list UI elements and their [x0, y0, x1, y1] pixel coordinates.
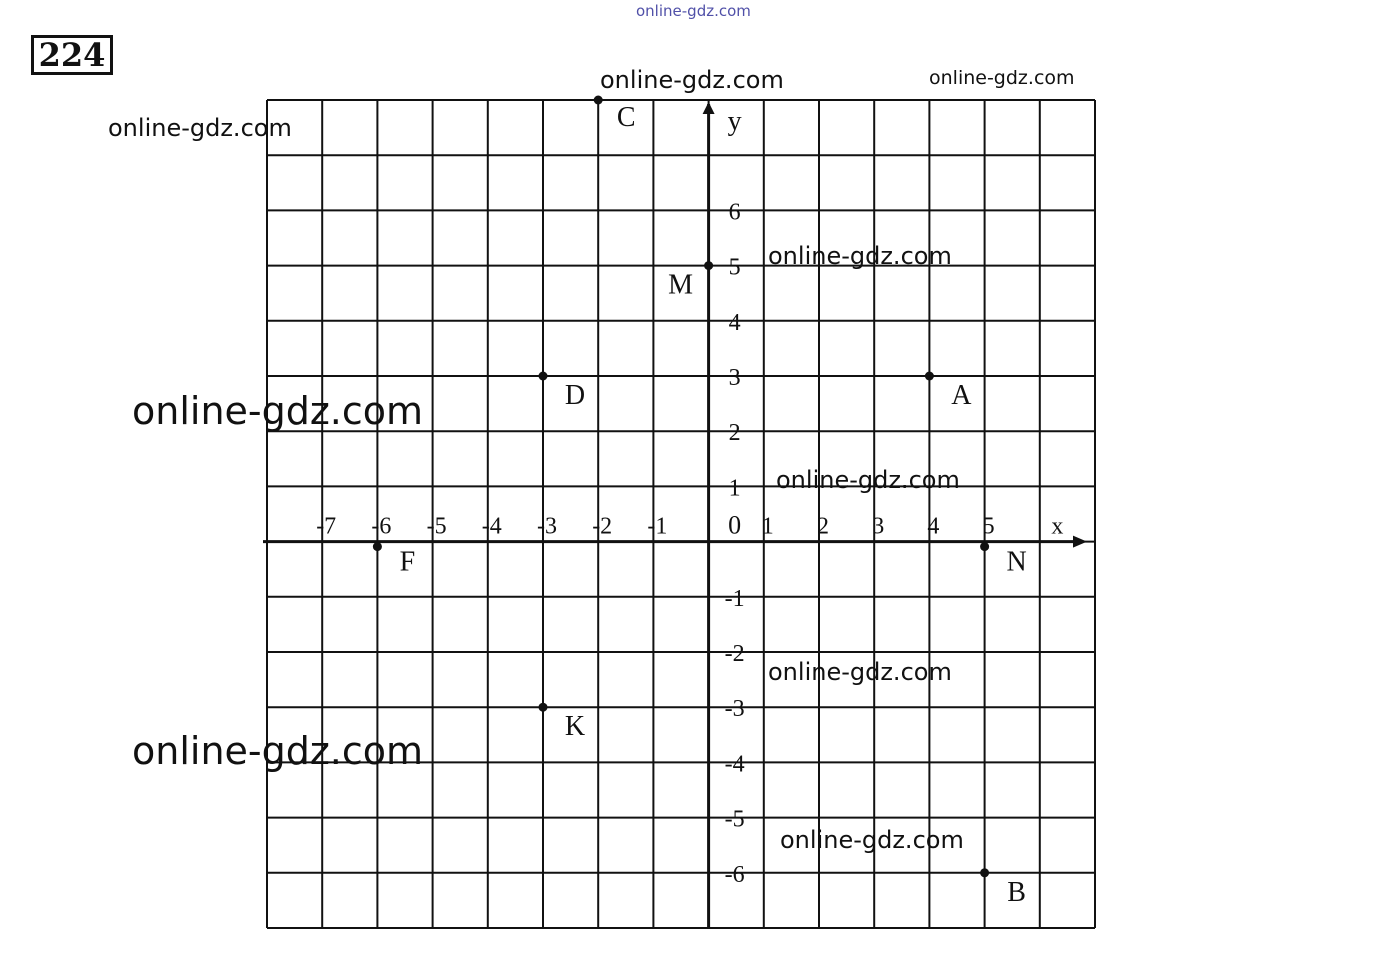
- x-tick-label: 2: [817, 513, 829, 540]
- point-label: K: [564, 711, 586, 743]
- x-axis-label: x: [1051, 513, 1064, 540]
- point-A: [925, 372, 934, 381]
- watermark: online-gdz.com: [768, 242, 952, 270]
- point-F: [373, 542, 382, 551]
- x-tick-label: -1: [647, 513, 668, 540]
- y-tick-label: 1: [728, 475, 741, 502]
- point-label: C: [616, 102, 636, 133]
- x-tick-label: 1: [761, 513, 774, 540]
- point-label: B: [1007, 876, 1026, 908]
- y-tick-label: 3: [728, 365, 741, 391]
- point-label: D: [564, 380, 586, 411]
- watermark: online-gdz.com: [768, 658, 952, 686]
- point-C: [594, 96, 603, 105]
- origin-label: 0: [728, 510, 742, 540]
- y-tick-label: -3: [724, 696, 745, 723]
- y-tick-label: -4: [724, 751, 745, 778]
- x-tick-label: 5: [982, 513, 995, 540]
- watermark: online-gdz.com: [108, 114, 292, 142]
- watermark: online-gdz.com: [132, 389, 424, 433]
- point-label: N: [1006, 546, 1027, 578]
- watermark: online-gdz.com: [600, 66, 784, 94]
- x-tick-label: -6: [371, 513, 392, 540]
- y-tick-label: -6: [724, 861, 745, 888]
- x-tick-label: -5: [426, 513, 447, 540]
- watermark: online-gdz.com: [132, 729, 424, 773]
- x-tick-label: -3: [537, 513, 557, 540]
- y-axis-label: y: [727, 106, 742, 137]
- point-D: [539, 372, 548, 381]
- x-tick-label: -7: [316, 513, 337, 540]
- problem-number: 224: [31, 35, 113, 75]
- x-tick-label: -4: [481, 513, 502, 540]
- point-B: [980, 868, 989, 877]
- point-label: A: [951, 380, 972, 411]
- y-tick-label: 6: [728, 199, 741, 226]
- watermark: online-gdz.com: [776, 466, 960, 494]
- x-tick-label: 3: [872, 513, 885, 540]
- y-tick-label: 4: [728, 309, 741, 336]
- point-label: F: [399, 546, 416, 578]
- watermark: online-gdz.com: [929, 67, 1075, 89]
- y-tick-label: -5: [724, 806, 745, 833]
- watermark: online-gdz.com: [780, 826, 964, 854]
- watermark: online-gdz.com: [636, 2, 751, 20]
- x-tick-label: -2: [592, 513, 613, 540]
- y-tick-label: 2: [728, 420, 741, 447]
- point-M: [704, 261, 713, 270]
- x-axis-arrow: [1073, 536, 1087, 548]
- x-tick-label: 4: [927, 513, 940, 540]
- point-N: [980, 542, 989, 551]
- y-tick-label: -2: [724, 641, 745, 667]
- y-tick-label: -1: [724, 585, 745, 612]
- y-tick-label: 5: [728, 254, 741, 281]
- point-label: M: [668, 269, 694, 301]
- point-K: [539, 703, 548, 712]
- y-axis-arrow: [703, 102, 715, 114]
